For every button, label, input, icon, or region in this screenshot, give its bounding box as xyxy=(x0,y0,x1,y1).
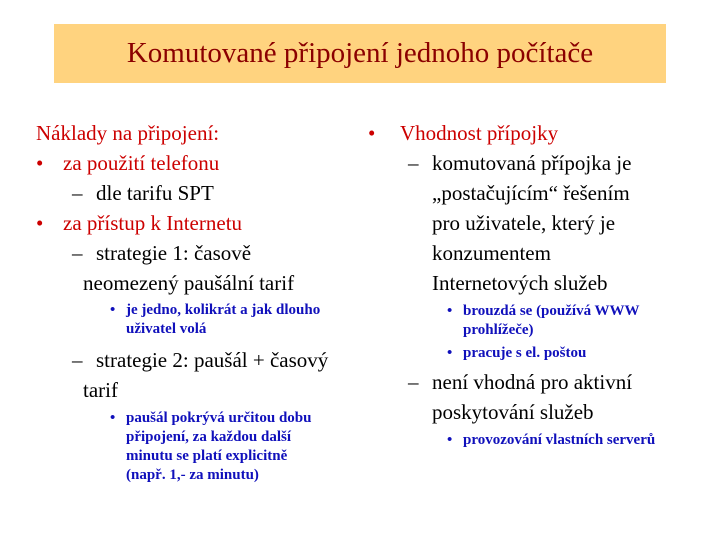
browsing-note: • brouzdá se (používá WWW prohlížeče) xyxy=(447,303,640,338)
bullet-icon: • xyxy=(110,302,116,318)
suitability-heading: • Vhodnost přípojky xyxy=(366,118,706,148)
dialup-suitable-item: – komutovaná přípojka je „postačujícím“ řešením pro uživatele, který je konzumentem Internetových služeb xyxy=(366,148,706,298)
strategy2-note: • paušál pokrývá určitou dobu připojení, za každou další minutu se platí explicitně (např. 1,- za minutu) xyxy=(110,410,312,483)
slide-title-box xyxy=(54,24,666,83)
bullet-icon: • xyxy=(447,345,453,361)
bullet-icon: • xyxy=(36,211,44,235)
bullet-telephone: • za použití telefonu xyxy=(36,148,366,178)
costs-heading: Náklady na připojení: xyxy=(36,121,220,145)
strategy1-note: • je jedno, kolikrát a jak dlouho uživatel volá xyxy=(110,302,321,337)
left-column xyxy=(36,118,366,485)
bullet-icon: • xyxy=(368,121,376,145)
dash-icon: – xyxy=(72,241,83,265)
email-note: • pracuje s el. poštou xyxy=(447,345,587,361)
bullet-icon: • xyxy=(447,303,453,319)
slide-title: Komutované připojení jednoho počítače xyxy=(126,37,594,69)
bullet-icon: • xyxy=(447,432,453,448)
dash-icon: – xyxy=(72,181,83,205)
bullet-icon: • xyxy=(36,151,44,175)
dash-icon: – xyxy=(72,348,83,372)
not-suitable-item: – není vhodná pro aktivní poskytování služeb xyxy=(366,367,706,427)
dash-icon: – xyxy=(408,151,419,175)
strategy1-item: – strategie 1: časově neomezený paušální tarif xyxy=(36,238,366,298)
servers-note: • provozování vlastních serverů xyxy=(447,432,656,448)
dash-icon: – xyxy=(408,370,419,394)
right-column xyxy=(366,118,706,450)
tariff-spt-item: – dle tarifu SPT xyxy=(36,178,366,208)
bullet-internet: • za přístup k Internetu xyxy=(36,208,366,238)
strategy2-item: – strategie 2: paušál + časový tarif xyxy=(36,345,366,405)
bullet-icon: • xyxy=(110,410,116,426)
